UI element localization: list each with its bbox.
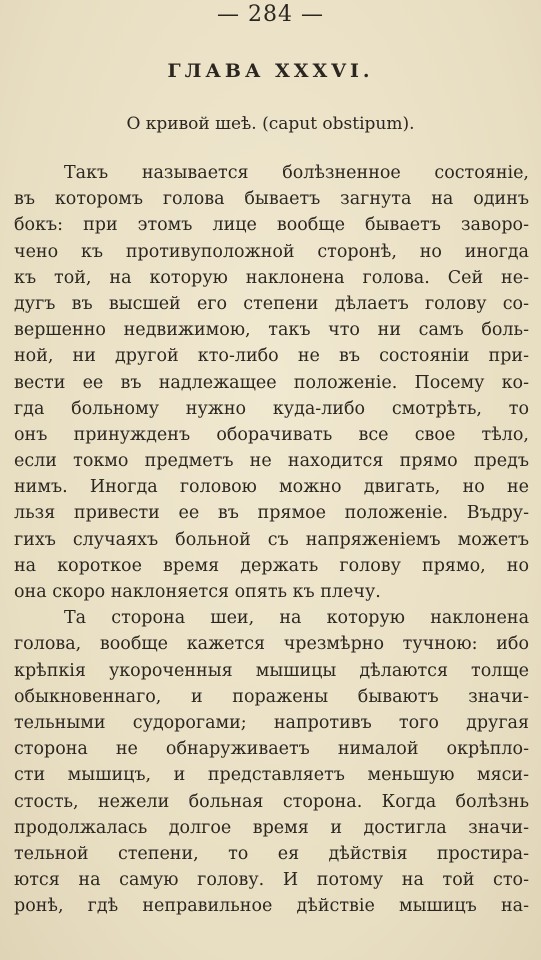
text-line: тельными судорогами; напротивъ того другая [14,712,529,733]
text-line: Такъ называется болѣзненное состояніе, [64,163,529,183]
text-line: ронѣ, гдѣ неправильное дѣйствіе мышицъ на- [14,896,529,917]
text-line: продолжалась долгое время и достигла значи- [14,817,529,838]
chapter-title: ГЛАВА XXXVI. [167,60,374,82]
text-line: сти мышицъ, и представляетъ меньшую мяси- [14,765,529,786]
text-line: льзя привести ее въ прямое положеніе. Въдру- [14,503,529,524]
text-line: дугъ въ высшей его степени дѣлаетъ голову со- [14,293,529,314]
page-number: — 284 — [217,2,324,27]
text-line: она скоро наклоняется опять къ плечу. [14,582,381,602]
text-line: чено къ противуположной сторонѣ, но иногда [14,241,529,262]
text-line: ной, ни другой кто-либо не въ состояніи при- [14,346,529,367]
text-line: въ которомъ голова бываетъ загнута на одинъ [14,189,529,210]
text-line: стость, нежели больная сторона. Когда болѣзнь [14,791,529,812]
text-line: онъ принужденъ оборачивать все свое тѣло, [14,424,529,445]
text-line: если токмо предметъ не находится прямо предъ [14,451,529,472]
text-line: гда больному нужно куда-либо смотрѣть, то [14,398,529,419]
section-title: О кривой шеѣ. (caput obstipum). [126,114,415,134]
text-line: къ той, на которую наклонена голова. Сей не- [14,267,529,288]
text-line: голова, вообще кажется чрезмѣрно тучною: ибо [14,634,529,655]
text-line: ются на самую голову. И потому на той сто- [14,870,529,891]
text-line: тельной степени, то ея дѣйствія простира- [14,843,529,864]
text-line: гихъ случаяхъ больной съ напряженіемъ можетъ [14,529,529,550]
text-line: крѣпкія укороченныя мышицы дѣлаются толще [14,660,529,681]
text-line: вести ее въ надлежащее положеніе. Посему ко- [14,372,529,393]
text-line: нимъ. Иногда головою можно двигать, но не [14,477,529,498]
text-line: бокъ: при этомъ лице вообще бываетъ заворо- [14,215,529,236]
body-text [14,160,529,919]
text-line: вершенно недвижимою, такъ что ни самъ боль- [14,320,529,341]
text-line: Та сторона шеи, на которую наклонена [64,608,529,629]
text-line: обыкновеннаго, и поражены бываютъ значи- [14,686,529,707]
text-line: сторона не обнаруживаетъ нималой окрѣпло- [14,739,529,760]
text-line: на короткое время держать голову прямо, но [14,555,529,576]
